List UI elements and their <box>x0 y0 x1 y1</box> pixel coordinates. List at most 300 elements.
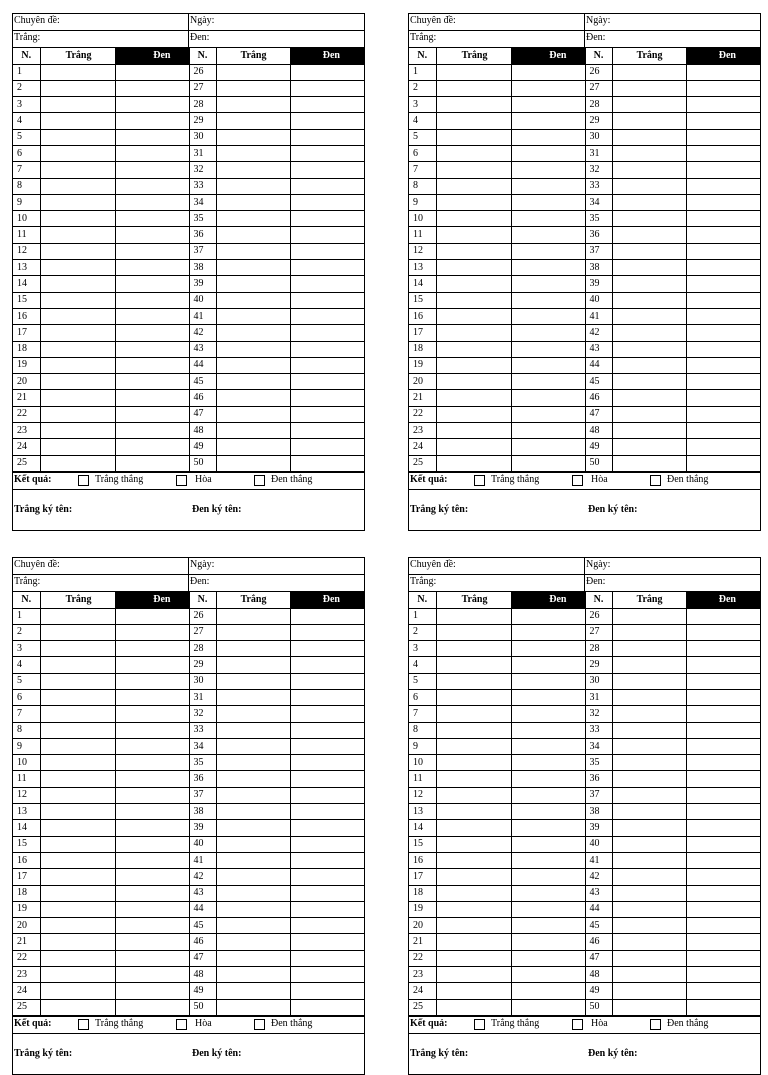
black-move-cell[interactable] <box>686 162 760 178</box>
black-move-cell[interactable] <box>686 455 760 471</box>
black-move-cell[interactable] <box>511 983 585 999</box>
black-move-cell[interactable] <box>686 804 760 820</box>
white-move-cell[interactable] <box>436 211 511 227</box>
black-move-cell[interactable] <box>290 129 364 145</box>
white-move-cell[interactable] <box>436 918 511 934</box>
black-move-cell[interactable] <box>686 673 760 689</box>
white-move-cell[interactable] <box>40 624 115 640</box>
white-move-cell[interactable] <box>436 755 511 771</box>
white-move-cell[interactable] <box>436 374 511 390</box>
white-move-cell[interactable] <box>216 80 290 96</box>
black-move-cell[interactable] <box>511 934 585 950</box>
black-move-cell[interactable] <box>290 967 364 983</box>
black-move-cell[interactable] <box>115 374 189 390</box>
black-move-cell[interactable] <box>115 820 189 836</box>
white-move-cell[interactable] <box>216 608 290 624</box>
black-move-cell[interactable] <box>290 162 364 178</box>
black-move-cell[interactable] <box>511 999 585 1015</box>
black-move-cell[interactable] <box>290 357 364 373</box>
white-move-cell[interactable] <box>436 885 511 901</box>
black-move-cell[interactable] <box>115 211 189 227</box>
white-move-cell[interactable] <box>40 787 115 803</box>
white-move-cell[interactable] <box>40 901 115 917</box>
white-move-cell[interactable] <box>216 950 290 966</box>
black-move-cell[interactable] <box>115 804 189 820</box>
black-move-cell[interactable] <box>686 706 760 722</box>
black-move-cell[interactable] <box>115 194 189 210</box>
white-move-cell[interactable] <box>216 869 290 885</box>
white-move-cell[interactable] <box>40 145 115 161</box>
black-move-cell[interactable] <box>686 80 760 96</box>
black-move-cell[interactable] <box>290 657 364 673</box>
black-move-cell[interactable] <box>115 113 189 129</box>
white-signature-field[interactable]: Trắng ký tên: <box>14 503 73 515</box>
white-move-cell[interactable] <box>40 706 115 722</box>
black-move-cell[interactable] <box>686 755 760 771</box>
black-move-cell[interactable] <box>115 885 189 901</box>
black-move-cell[interactable] <box>686 374 760 390</box>
white-win-checkbox[interactable] <box>78 475 89 486</box>
white-move-cell[interactable] <box>436 624 511 640</box>
white-move-cell[interactable] <box>40 820 115 836</box>
white-move-cell[interactable] <box>612 836 686 852</box>
white-move-cell[interactable] <box>612 390 686 406</box>
white-move-cell[interactable] <box>436 97 511 113</box>
black-move-cell[interactable] <box>686 194 760 210</box>
white-move-cell[interactable] <box>40 641 115 657</box>
white-move-cell[interactable] <box>40 608 115 624</box>
white-move-cell[interactable] <box>216 852 290 868</box>
white-move-cell[interactable] <box>436 771 511 787</box>
white-move-cell[interactable] <box>40 673 115 689</box>
white-move-cell[interactable] <box>612 211 686 227</box>
black-move-cell[interactable] <box>511 162 585 178</box>
black-move-cell[interactable] <box>686 771 760 787</box>
white-move-cell[interactable] <box>612 243 686 259</box>
white-move-cell[interactable] <box>40 771 115 787</box>
white-move-cell[interactable] <box>40 934 115 950</box>
white-move-cell[interactable] <box>436 804 511 820</box>
black-move-cell[interactable] <box>686 341 760 357</box>
white-move-cell[interactable] <box>40 194 115 210</box>
black-move-cell[interactable] <box>511 260 585 276</box>
black-move-cell[interactable] <box>115 673 189 689</box>
white-move-cell[interactable] <box>612 455 686 471</box>
black-move-cell[interactable] <box>115 771 189 787</box>
black-move-cell[interactable] <box>290 80 364 96</box>
black-move-cell[interactable] <box>290 869 364 885</box>
white-move-cell[interactable] <box>40 967 115 983</box>
white-move-cell[interactable] <box>436 657 511 673</box>
white-move-cell[interactable] <box>612 771 686 787</box>
white-move-cell[interactable] <box>40 390 115 406</box>
white-move-cell[interactable] <box>436 706 511 722</box>
black-move-cell[interactable] <box>686 787 760 803</box>
black-move-cell[interactable] <box>290 983 364 999</box>
black-move-cell[interactable] <box>290 211 364 227</box>
black-move-cell[interactable] <box>115 325 189 341</box>
black-move-cell[interactable] <box>115 950 189 966</box>
black-move-cell[interactable] <box>686 390 760 406</box>
white-move-cell[interactable] <box>612 999 686 1015</box>
black-move-cell[interactable] <box>290 341 364 357</box>
black-move-cell[interactable] <box>115 341 189 357</box>
white-move-cell[interactable] <box>216 455 290 471</box>
black-move-cell[interactable] <box>290 787 364 803</box>
white-move-cell[interactable] <box>216 918 290 934</box>
white-move-cell[interactable] <box>40 852 115 868</box>
white-move-cell[interactable] <box>216 999 290 1015</box>
black-move-cell[interactable] <box>511 755 585 771</box>
date-field[interactable]: Ngày: <box>190 15 215 26</box>
topic-field[interactable]: Chuyên đề: <box>13 14 189 30</box>
white-move-cell[interactable] <box>612 374 686 390</box>
black-move-cell[interactable] <box>115 706 189 722</box>
black-move-cell[interactable] <box>290 706 364 722</box>
white-move-cell[interactable] <box>216 820 290 836</box>
white-move-cell[interactable] <box>40 423 115 439</box>
white-move-cell[interactable] <box>612 901 686 917</box>
white-move-cell[interactable] <box>436 357 511 373</box>
white-win-checkbox[interactable] <box>78 1019 89 1030</box>
black-move-cell[interactable] <box>686 211 760 227</box>
white-move-cell[interactable] <box>40 113 115 129</box>
white-move-cell[interactable] <box>216 97 290 113</box>
white-move-cell[interactable] <box>216 406 290 422</box>
black-move-cell[interactable] <box>511 113 585 129</box>
white-move-cell[interactable] <box>612 706 686 722</box>
white-move-cell[interactable] <box>612 178 686 194</box>
white-move-cell[interactable] <box>40 657 115 673</box>
black-move-cell[interactable] <box>686 836 760 852</box>
black-move-cell[interactable] <box>686 657 760 673</box>
white-move-cell[interactable] <box>40 97 115 113</box>
white-move-cell[interactable] <box>216 885 290 901</box>
black-move-cell[interactable] <box>511 357 585 373</box>
white-move-cell[interactable] <box>436 406 511 422</box>
black-move-cell[interactable] <box>290 771 364 787</box>
black-move-cell[interactable] <box>511 950 585 966</box>
topic-field[interactable]: Chuyên đề: <box>13 558 189 574</box>
black-move-cell[interactable] <box>686 983 760 999</box>
white-move-cell[interactable] <box>436 129 511 145</box>
white-move-cell[interactable] <box>40 129 115 145</box>
black-move-cell[interactable] <box>115 689 189 705</box>
black-move-cell[interactable] <box>290 260 364 276</box>
black-move-cell[interactable] <box>686 641 760 657</box>
white-move-cell[interactable] <box>612 308 686 324</box>
white-move-cell[interactable] <box>216 292 290 308</box>
white-move-cell[interactable] <box>612 689 686 705</box>
black-move-cell[interactable] <box>115 243 189 259</box>
white-move-cell[interactable] <box>216 967 290 983</box>
white-move-cell[interactable] <box>436 722 511 738</box>
white-move-cell[interactable] <box>436 243 511 259</box>
black-move-cell[interactable] <box>511 97 585 113</box>
white-move-cell[interactable] <box>612 787 686 803</box>
white-move-cell[interactable] <box>40 439 115 455</box>
white-move-cell[interactable] <box>612 292 686 308</box>
white-move-cell[interactable] <box>612 80 686 96</box>
white-move-cell[interactable] <box>436 999 511 1015</box>
black-move-cell[interactable] <box>115 934 189 950</box>
white-player-field[interactable]: Trắng: <box>409 31 585 47</box>
white-signature-field[interactable]: Trắng ký tên: <box>410 1047 469 1059</box>
white-move-cell[interactable] <box>436 194 511 210</box>
white-move-cell[interactable] <box>40 357 115 373</box>
black-move-cell[interactable] <box>511 406 585 422</box>
black-move-cell[interactable] <box>686 918 760 934</box>
white-move-cell[interactable] <box>612 885 686 901</box>
black-move-cell[interactable] <box>511 706 585 722</box>
white-move-cell[interactable] <box>216 755 290 771</box>
black-move-cell[interactable] <box>115 608 189 624</box>
white-move-cell[interactable] <box>216 129 290 145</box>
black-move-cell[interactable] <box>290 194 364 210</box>
black-move-cell[interactable] <box>290 439 364 455</box>
black-move-cell[interactable] <box>511 608 585 624</box>
white-move-cell[interactable] <box>436 227 511 243</box>
black-move-cell[interactable] <box>290 836 364 852</box>
white-move-cell[interactable] <box>40 804 115 820</box>
black-move-cell[interactable] <box>290 227 364 243</box>
date-field[interactable]: Ngày: <box>190 559 215 570</box>
white-move-cell[interactable] <box>216 341 290 357</box>
white-move-cell[interactable] <box>40 950 115 966</box>
black-move-cell[interactable] <box>686 820 760 836</box>
white-move-cell[interactable] <box>436 901 511 917</box>
black-move-cell[interactable] <box>511 869 585 885</box>
white-move-cell[interactable] <box>612 423 686 439</box>
black-move-cell[interactable] <box>290 64 364 80</box>
black-move-cell[interactable] <box>115 869 189 885</box>
black-move-cell[interactable] <box>115 406 189 422</box>
white-move-cell[interactable] <box>216 423 290 439</box>
white-move-cell[interactable] <box>40 885 115 901</box>
white-move-cell[interactable] <box>216 706 290 722</box>
white-move-cell[interactable] <box>40 178 115 194</box>
white-move-cell[interactable] <box>436 390 511 406</box>
white-move-cell[interactable] <box>612 950 686 966</box>
white-move-cell[interactable] <box>612 983 686 999</box>
white-move-cell[interactable] <box>216 113 290 129</box>
white-move-cell[interactable] <box>436 113 511 129</box>
black-move-cell[interactable] <box>511 227 585 243</box>
black-move-cell[interactable] <box>511 918 585 934</box>
white-move-cell[interactable] <box>436 145 511 161</box>
white-win-checkbox[interactable] <box>474 1019 485 1030</box>
black-move-cell[interactable] <box>290 901 364 917</box>
white-move-cell[interactable] <box>216 983 290 999</box>
black-move-cell[interactable] <box>511 722 585 738</box>
black-move-cell[interactable] <box>115 657 189 673</box>
black-move-cell[interactable] <box>115 227 189 243</box>
white-move-cell[interactable] <box>436 439 511 455</box>
white-move-cell[interactable] <box>216 194 290 210</box>
white-move-cell[interactable] <box>436 934 511 950</box>
black-move-cell[interactable] <box>115 787 189 803</box>
black-move-cell[interactable] <box>686 357 760 373</box>
black-move-cell[interactable] <box>686 276 760 292</box>
white-move-cell[interactable] <box>612 227 686 243</box>
white-move-cell[interactable] <box>40 689 115 705</box>
white-move-cell[interactable] <box>436 80 511 96</box>
black-move-cell[interactable] <box>511 129 585 145</box>
black-move-cell[interactable] <box>686 423 760 439</box>
white-move-cell[interactable] <box>40 80 115 96</box>
black-move-cell[interactable] <box>686 869 760 885</box>
black-move-cell[interactable] <box>511 439 585 455</box>
white-move-cell[interactable] <box>40 722 115 738</box>
white-move-cell[interactable] <box>436 455 511 471</box>
black-move-cell[interactable] <box>115 97 189 113</box>
black-move-cell[interactable] <box>686 624 760 640</box>
black-move-cell[interactable] <box>511 836 585 852</box>
white-move-cell[interactable] <box>612 357 686 373</box>
white-move-cell[interactable] <box>612 869 686 885</box>
black-signature-field[interactable]: Đen ký tên: <box>192 1047 242 1059</box>
black-move-cell[interactable] <box>686 950 760 966</box>
white-move-cell[interactable] <box>40 836 115 852</box>
white-move-cell[interactable] <box>436 950 511 966</box>
black-move-cell[interactable] <box>511 641 585 657</box>
black-move-cell[interactable] <box>290 918 364 934</box>
white-move-cell[interactable] <box>436 608 511 624</box>
black-move-cell[interactable] <box>115 80 189 96</box>
black-signature-field[interactable]: Đen ký tên: <box>588 1047 638 1059</box>
white-move-cell[interactable] <box>216 901 290 917</box>
black-move-cell[interactable] <box>290 292 364 308</box>
white-move-cell[interactable] <box>436 276 511 292</box>
black-player-field[interactable]: Đen: <box>190 576 210 587</box>
black-move-cell[interactable] <box>686 999 760 1015</box>
black-move-cell[interactable] <box>511 194 585 210</box>
black-move-cell[interactable] <box>511 738 585 754</box>
white-move-cell[interactable] <box>40 341 115 357</box>
date-field[interactable]: Ngày: <box>586 15 611 26</box>
white-move-cell[interactable] <box>40 374 115 390</box>
white-move-cell[interactable] <box>612 673 686 689</box>
white-move-cell[interactable] <box>40 162 115 178</box>
black-move-cell[interactable] <box>290 455 364 471</box>
white-move-cell[interactable] <box>216 227 290 243</box>
white-player-field[interactable]: Trắng: <box>13 31 189 47</box>
black-move-cell[interactable] <box>686 608 760 624</box>
white-move-cell[interactable] <box>436 673 511 689</box>
white-move-cell[interactable] <box>216 836 290 852</box>
black-player-field[interactable]: Đen: <box>586 576 606 587</box>
white-move-cell[interactable] <box>436 178 511 194</box>
white-move-cell[interactable] <box>40 276 115 292</box>
white-move-cell[interactable] <box>40 999 115 1015</box>
white-move-cell[interactable] <box>436 292 511 308</box>
white-move-cell[interactable] <box>612 97 686 113</box>
white-move-cell[interactable] <box>216 689 290 705</box>
white-move-cell[interactable] <box>216 771 290 787</box>
black-win-checkbox[interactable] <box>254 475 265 486</box>
black-move-cell[interactable] <box>290 276 364 292</box>
black-move-cell[interactable] <box>686 129 760 145</box>
black-move-cell[interactable] <box>290 738 364 754</box>
white-move-cell[interactable] <box>612 722 686 738</box>
white-move-cell[interactable] <box>436 64 511 80</box>
black-move-cell[interactable] <box>511 624 585 640</box>
black-move-cell[interactable] <box>290 178 364 194</box>
black-move-cell[interactable] <box>115 276 189 292</box>
white-move-cell[interactable] <box>40 211 115 227</box>
black-move-cell[interactable] <box>686 145 760 161</box>
white-move-cell[interactable] <box>612 852 686 868</box>
white-move-cell[interactable] <box>40 406 115 422</box>
black-move-cell[interactable] <box>686 934 760 950</box>
white-move-cell[interactable] <box>612 260 686 276</box>
white-move-cell[interactable] <box>40 260 115 276</box>
black-move-cell[interactable] <box>115 162 189 178</box>
white-move-cell[interactable] <box>436 260 511 276</box>
black-move-cell[interactable] <box>115 852 189 868</box>
black-move-cell[interactable] <box>115 983 189 999</box>
white-move-cell[interactable] <box>216 145 290 161</box>
white-move-cell[interactable] <box>612 918 686 934</box>
white-move-cell[interactable] <box>436 641 511 657</box>
black-move-cell[interactable] <box>115 641 189 657</box>
white-move-cell[interactable] <box>40 325 115 341</box>
black-move-cell[interactable] <box>511 787 585 803</box>
black-move-cell[interactable] <box>115 145 189 161</box>
white-move-cell[interactable] <box>40 292 115 308</box>
black-move-cell[interactable] <box>290 641 364 657</box>
white-move-cell[interactable] <box>216 211 290 227</box>
black-move-cell[interactable] <box>686 852 760 868</box>
white-move-cell[interactable] <box>436 738 511 754</box>
black-move-cell[interactable] <box>511 967 585 983</box>
black-move-cell[interactable] <box>290 673 364 689</box>
white-move-cell[interactable] <box>216 243 290 259</box>
white-move-cell[interactable] <box>436 820 511 836</box>
white-move-cell[interactable] <box>436 787 511 803</box>
white-move-cell[interactable] <box>612 406 686 422</box>
white-move-cell[interactable] <box>436 836 511 852</box>
black-move-cell[interactable] <box>511 820 585 836</box>
black-move-cell[interactable] <box>686 901 760 917</box>
black-move-cell[interactable] <box>115 64 189 80</box>
white-move-cell[interactable] <box>612 641 686 657</box>
white-move-cell[interactable] <box>216 64 290 80</box>
black-move-cell[interactable] <box>115 455 189 471</box>
white-move-cell[interactable] <box>40 918 115 934</box>
white-move-cell[interactable] <box>40 983 115 999</box>
black-move-cell[interactable] <box>115 755 189 771</box>
white-move-cell[interactable] <box>612 755 686 771</box>
black-move-cell[interactable] <box>511 901 585 917</box>
white-move-cell[interactable] <box>216 804 290 820</box>
black-player-field[interactable]: Đen: <box>190 32 210 43</box>
black-move-cell[interactable] <box>511 455 585 471</box>
white-move-cell[interactable] <box>216 178 290 194</box>
black-move-cell[interactable] <box>115 292 189 308</box>
black-move-cell[interactable] <box>290 325 364 341</box>
white-move-cell[interactable] <box>216 357 290 373</box>
black-move-cell[interactable] <box>290 804 364 820</box>
black-player-field[interactable]: Đen: <box>586 32 606 43</box>
black-move-cell[interactable] <box>686 260 760 276</box>
draw-checkbox[interactable] <box>572 475 583 486</box>
black-move-cell[interactable] <box>511 308 585 324</box>
white-move-cell[interactable] <box>216 325 290 341</box>
black-move-cell[interactable] <box>511 80 585 96</box>
black-move-cell[interactable] <box>686 292 760 308</box>
black-move-cell[interactable] <box>686 97 760 113</box>
